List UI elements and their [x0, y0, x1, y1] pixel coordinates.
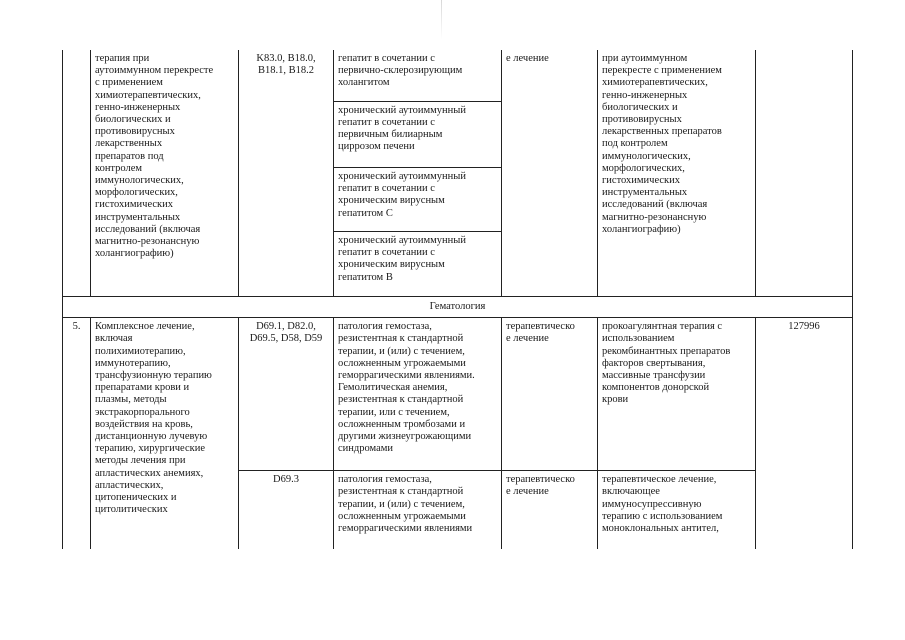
icd-codes-cell: K83.0, B18.0, B18.1, B18.2 — [239, 50, 334, 297]
treatment-type-cell: терапевтическо е лечение — [502, 318, 598, 471]
patient-model-cell: патология гемостаза, резистентная к стандартной терапии, и (или) с течением, осложненным угрожаемыми геморрагическими явлениями — [334, 471, 502, 550]
patient-model-cell: хронический аутоиммунный гепатит в сочетании с первичным билиарным циррозом печени — [334, 101, 502, 167]
row-number-cell — [63, 50, 91, 297]
treatment-method-cell: прокоагулянтная терапия с использованием рекомбинантных препаратов факторов свертывания, массивные трансфузии компонентов донорской крови — [598, 318, 756, 471]
patient-model-cell: хронический аутоиммунный гепатит в сочетании с хроническим вирусным гепатитом С — [334, 167, 502, 231]
method-cell: Комплексное лечение, включая полихимиотерапию, иммунотерапию, трансфузионную терапию препаратами крови и плазмы, методы экстракорпорального воздействия на кровь, дистанционную лучевую терапию, хирургические методы лечения при апластических анемиях, апластических, цитопенических и цитолитических — [91, 318, 239, 550]
cost-cell: 127996 — [756, 318, 853, 550]
section-row — [63, 297, 853, 318]
patient-model-cell: патология гемостаза, резистентная к стандартной терапии, и (или) с течением, осложненным угрожаемыми геморрагическими явлениями. Гемолитическая анемия, резистентная к стандартной терапии, или с течением, осложненным тромбозами и другими жизнеугрожающими синдромами — [334, 318, 502, 471]
patient-model-cell: хронический аутоиммунный гепатит в сочетании с хроническим вирусным гепатитом В — [334, 231, 502, 296]
method-cell: терапия при аутоиммунном перекресте с применением химиотерапевтических, генно-инженерных биологических и противовирусных лекарственных препаратов под контролем иммунологических, морфологических, гистохимических инструментальных исследований (включая магнитно-резонансную холангиографию) — [91, 50, 239, 297]
treatment-type-cell: е лечение — [502, 50, 598, 297]
treatment-method-cell: терапевтическое лечение, включающее иммуносупрессивную терапию с использованием моноклональных антител, — [598, 471, 756, 550]
table-row — [63, 318, 853, 471]
cost-cell — [756, 50, 853, 297]
patient-model-cell: гепатит в сочетании с первично-склерозирующим холангитом — [334, 50, 502, 101]
medical-care-table — [62, 50, 853, 549]
treatment-method-cell: при аутоиммунном перекресте с применением химиотерапевтических, генно-инженерных биологических и противовирусных лекарственных препаратов под контролем иммунологических, морфологических, гистохимических инструментальных исследований (включая магнитно-резонансную холангиографию) — [598, 50, 756, 297]
icd-codes-cell: D69.3 — [239, 471, 334, 550]
icd-codes-cell: D69.1, D82.0, D69.5, D58, D59 — [239, 318, 334, 471]
section-title: Гематология — [63, 297, 853, 318]
treatment-type-cell: терапевтическо е лечение — [502, 471, 598, 550]
row-number-cell: 5. — [63, 318, 91, 550]
page-fold-mark — [441, 0, 442, 40]
table-row — [63, 50, 853, 101]
